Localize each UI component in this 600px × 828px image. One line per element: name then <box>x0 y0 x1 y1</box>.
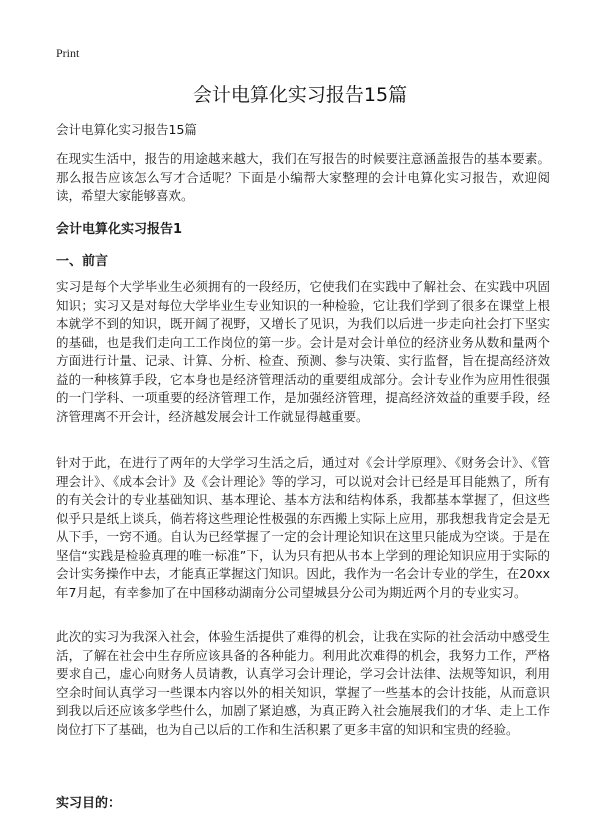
document-subtitle: 会计电算化实习报告15篇 <box>56 122 197 137</box>
print-link[interactable]: Print <box>56 46 80 60</box>
body-paragraph-3: 此次的实习为我深入社会，体验生活提供了难得的机会，让我在实际的社会活动中感受生活，了解在社会中生存所应该具备的各种能力。利用此次难得的机会，我努力工作，严格要求自己，虚心向财务人员请教，认真学习会计理论，学习会计法律、法规等知识，利用空余时间认真学习一些课本内容以外的相关知识，掌握了一些基本的会计技能，从而意识到我以后还应该多学些什么，加剧了紧迫感，为真正跨入社会施展我们的才华、走上工作岗位打下了基础，也为自己以后的工作和生活积累了更多丰富的知识和宝贵的经验。 <box>56 629 550 737</box>
section-heading-report-1: 会计电算化实习报告1 <box>56 222 183 237</box>
body-paragraph-2: 针对于此，在进行了两年的大学学习生活之后，通过对《会计学原理》、《财务会计》、《管理会计》、《成本会计》及《会计理论》等的学习，可以说对会计已经是耳目能熟了，所有的有关会计的专业基础知识、基本理论、基本方法和结构体系，我都基本掌握了，但这些似乎只是纸上谈兵，倘若将这些理论性极强的东西搬上实际上应用，那我想我肯定会是无从下手，一窍不通。自认为已经掌握了一定的会计理论知识在这里只能成为空谈。于是在坚信“实践是检验真理的唯一标准”下，认为只有把从书本上学到的理论知识应用于实际的会计实务操作中去，才能真正掌握这门知识。因此，我作为一名会计专业的学生，在20xx年7月起，有幸参加了在中国移动湖南分公司望城县分公司为期近两个月的专业实习。 <box>56 455 550 600</box>
document-title: 会计电算化实习报告15篇 <box>192 84 408 106</box>
preface-heading: 一、前言 <box>56 254 109 269</box>
intro-paragraph: 在现实生活中，报告的用途越来越大，我们在写报告的时候要注意涵盖报告的基本要素。那么报告应该怎么写才合适呢？下面是小编帮大家整理的会计电算化实习报告，欢迎阅读，希望大家能够喜欢。 <box>56 151 550 203</box>
body-paragraph-1: 实习是每个大学毕业生必须拥有的一段经历，它使我们在实践中了解社会、在实践中巩固知识；实习又是对每位大学毕业生专业知识的一种检验，它让我们学到了很多在课堂上根本就学不到的知识，既开阔了视野，又增长了见识，为我们以后进一步走向社会打下坚实的基础，也是我们走向工工作岗位的第一步。会计是对会计单位的经济业务从数和量两个方面进行计量、记录、计算、分析、检查、预测、参与决策、实行监督，旨在提高经济效益的一种核算手段，它本身也是经济管理活动的重要组成部分。会计专业作为应用性很强的一门学科、一项重要的经济管理工作，是加强经济管理，提高经济效益的重要手段，经济管理离不开会计，经济越发展会计工作就显得越重要。 <box>56 279 550 424</box>
purpose-heading: 实习目的： <box>56 796 122 811</box>
